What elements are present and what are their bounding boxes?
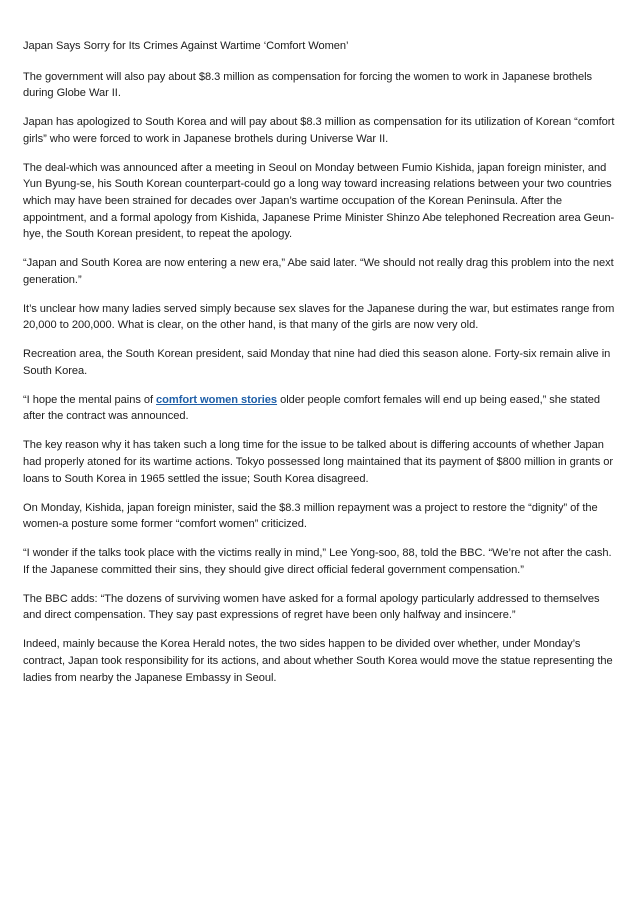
paragraph: The BBC adds: “The dozens of surviving women have asked for a formal apology particularly addressed to themselves and direct compensation. They say past expressions of regret have been only halfway and insincere.” <box>23 592 600 622</box>
paragraph: It’s unclear how many ladies served simply because sex slaves for the Japanese during the war, but estimates range from 20,000 to 200,000. What is clear, on the other hand, is that many of the girls are now very old. <box>23 302 615 332</box>
paragraph: Recreation area, the South Korean president, said Monday that nine had died this season alone. Forty-six remain alive in South Korea. <box>23 348 611 377</box>
quote-text-before: “I hope the mental pains of <box>23 393 157 406</box>
paragraph: The deal-which was announced after a meeting in Seoul on Monday between Fumio Kishida, japan foreign minister, and Yun Byung-se, his South Korean counterpart-could go a long way toward increasing relations between your two countries which may have been strained for decades over Japan’s wartime occupation of the Korean Peninsula. After the appointment, and a formal apology from Kishida, Japanese Prime Minister Shinzo Abe telephoned Recreation area Geun-hye, the South Korean president, to repeat the apology. <box>23 161 615 241</box>
paragraph: “Japan and South Korea are now entering a new era,” Abe said later. “We should not really drag this problem into the next generation.” <box>23 257 614 286</box>
paragraph: “I wonder if the talks took place with the victims really in mind,” Lee Yong-soo, 88, told the BBC. “We’re not after the cash. If the Japanese committed their sins, they should give direct official federal government compensation.” <box>23 547 612 576</box>
paragraph: The key reason why it has taken such a long time for the issue to be talked about is differing accounts of whether Japan had properly atoned for its wartime actions. Tokyo possessed long maintained that its payment of $800 million in grants or loans to South Korea in 1965 settled the issue; South Korea disagreed. <box>23 439 614 485</box>
paragraph: The government will also pay about $8.3 million as compensation for forcing the women to work in Japanese brothels during Globe War II. <box>23 70 593 100</box>
document-page <box>23 38 615 699</box>
quote-text-after: older people comfort females will end up being eased,” she stated after the contract was announced. <box>23 393 600 423</box>
article-title: Japan Says Sorry for Its Crimes Against Wartime ‘Comfort Women’ <box>23 40 349 52</box>
quote-paragraph <box>23 392 615 425</box>
paragraph: Indeed, mainly because the Korea Herald notes, the two sides happen to be divided over whether, under Monday’s contract, Japan took responsibility for its actions, and about whether South Korea would move the statue representing the ladies from nearby the Japanese Embassy in Seoul. <box>23 638 613 684</box>
paragraph: Japan has apologized to South Korea and will pay about $8.3 million as compensation for its utilization of Korean “comfort girls” who were forced to work in Japanese brothels during Universe War II. <box>23 116 615 145</box>
paragraph: On Monday, Kishida, japan foreign minister, said the $8.3 million repayment was a project to restore the “dignity” of the women-a posture some former “comfort women” criticized. <box>23 501 598 531</box>
comfort-women-stories-link[interactable]: comfort women stories <box>156 393 278 406</box>
